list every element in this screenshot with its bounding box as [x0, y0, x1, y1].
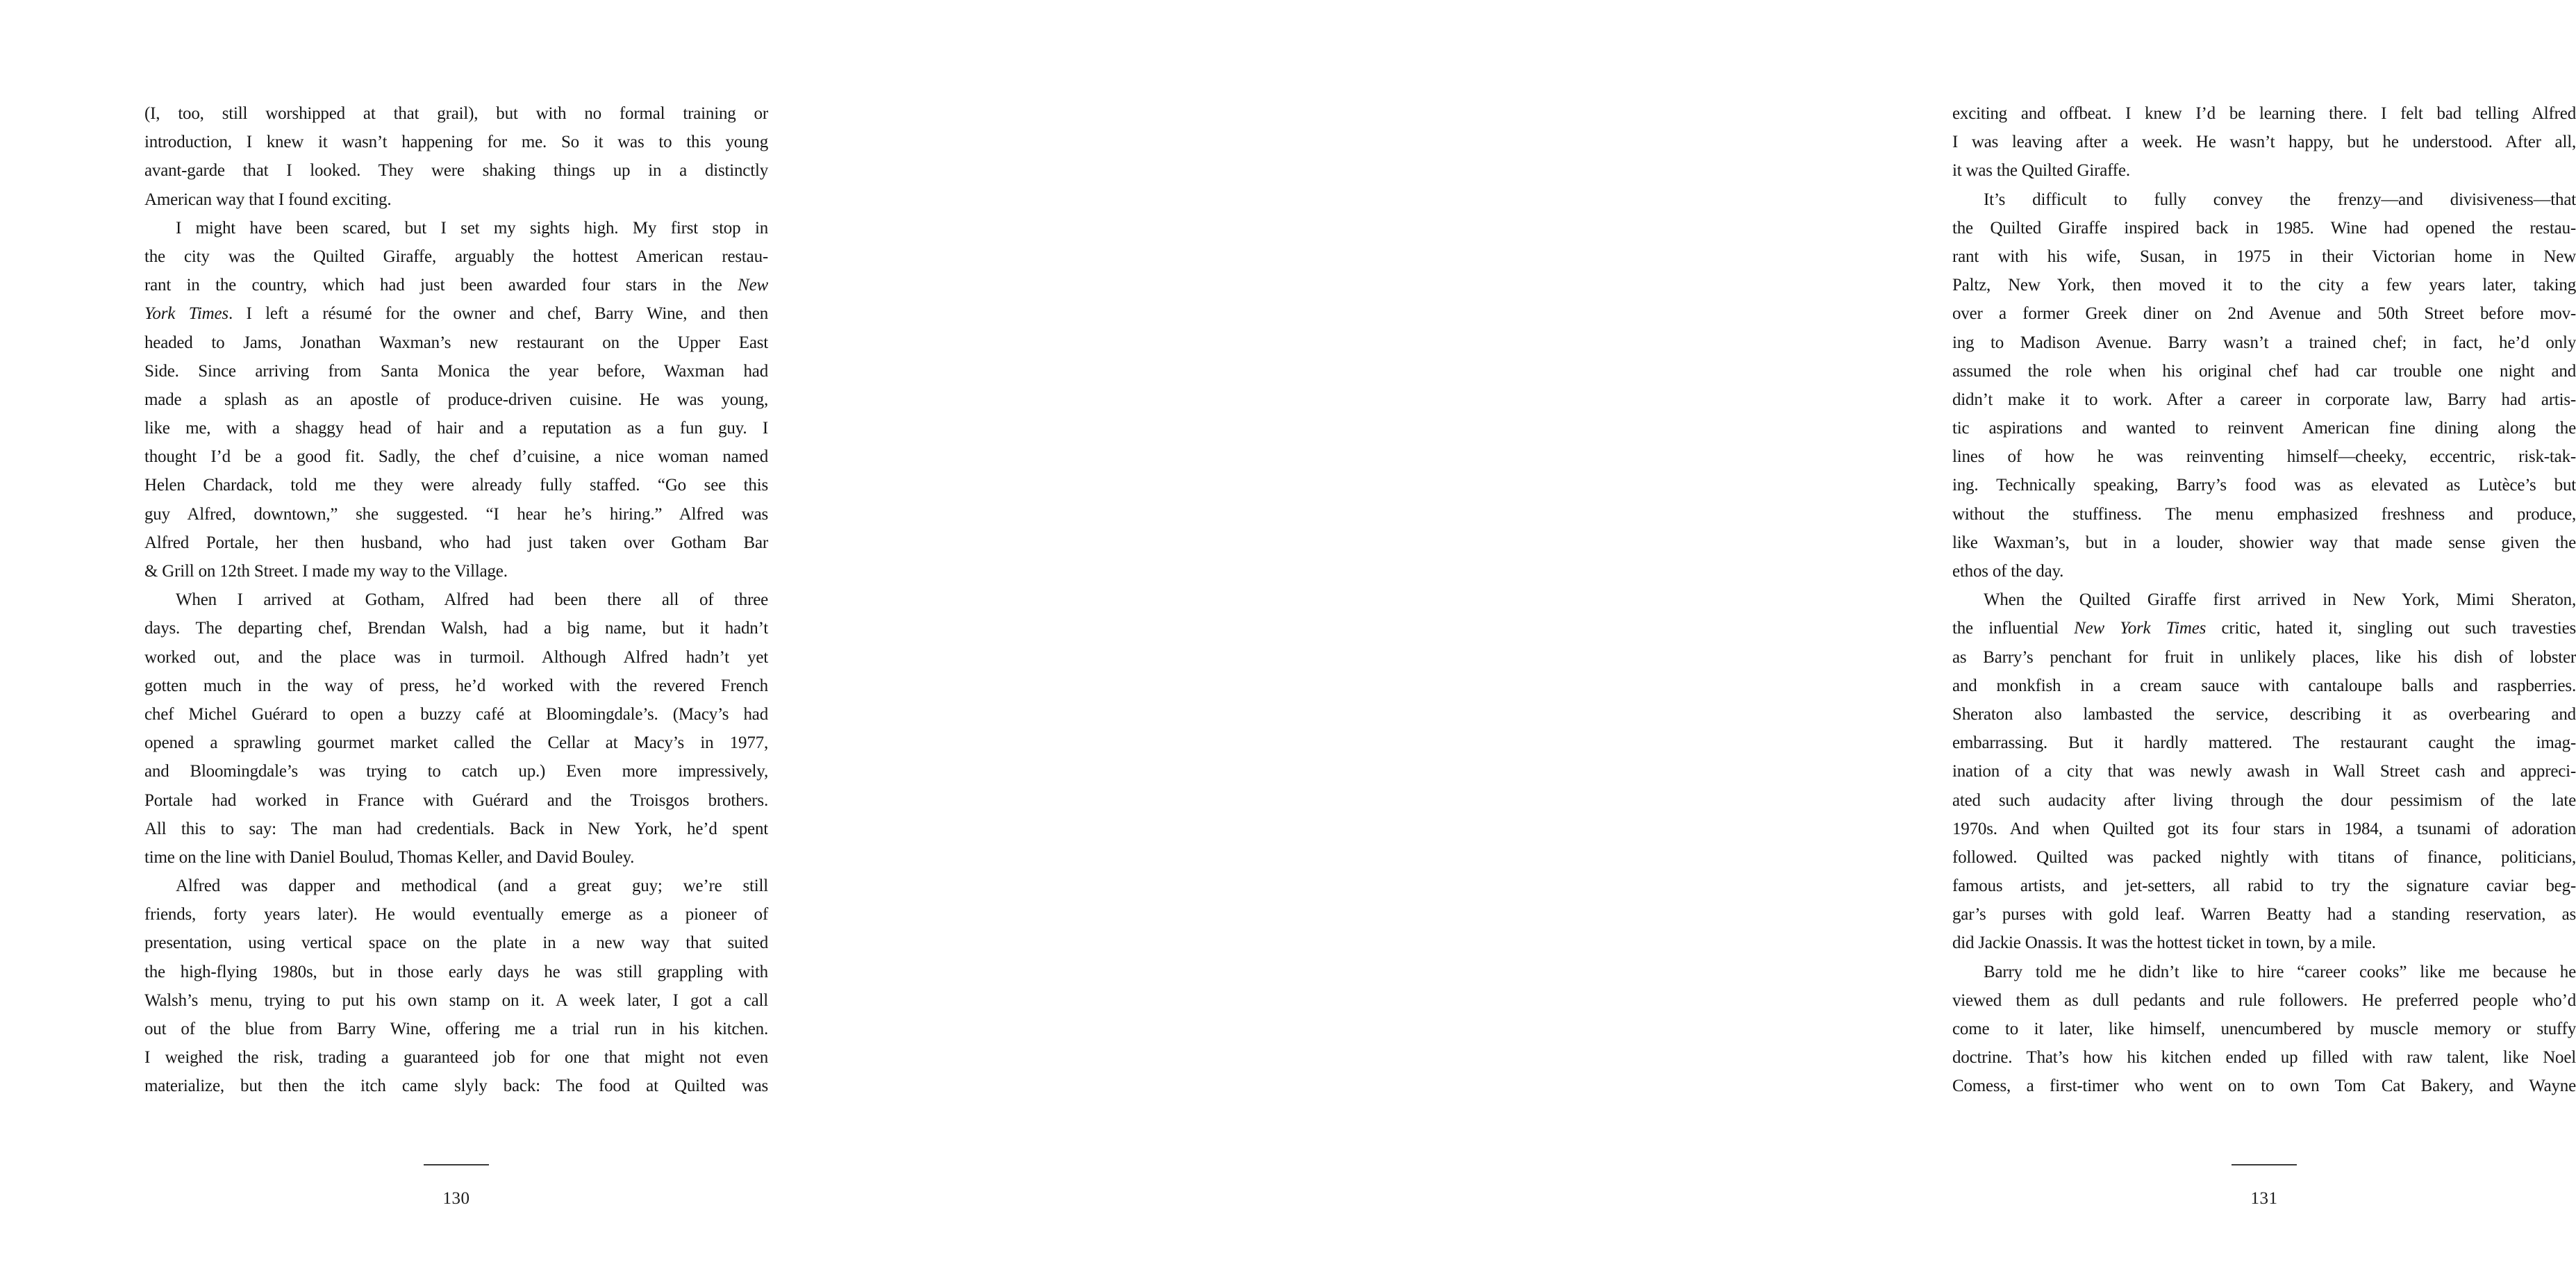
left-page-text: [144, 99, 768, 1101]
text-line: days. The departing chef, Brendan Walsh, had a big name, but it hadn’t: [144, 619, 768, 638]
text-line: embarrassing. But it hardly mattered. The restaurant caught the imag-: [1952, 733, 2576, 753]
text-line: like me, with a shaggy head of hair and a reputation as a fun guy. I: [144, 419, 768, 438]
footer-rule: [424, 1164, 489, 1165]
text-line: It’s difficult to fully convey the frenzy—and divisiveness—that: [1984, 190, 2576, 209]
text-line: All this to say: The man had credentials. Back in New York, he’d spent: [144, 819, 768, 838]
right-page-text: [1952, 99, 2576, 1101]
text-line: gotten much in the way of press, he’d worked with the revered French: [144, 676, 768, 695]
text-line: Portale had worked in France with Guérard and the Troisgos brothers.: [144, 790, 768, 810]
text-line: & Grill on 12th Street. I made my way to the Village.: [144, 562, 508, 581]
page-number: 131: [2250, 1189, 2278, 1208]
text-line: the high-flying 1980s, but in those early days he was still grappling with: [144, 962, 768, 981]
text-line: made a splash as an apostle of produce-driven cuisine. He was young,: [144, 390, 768, 409]
text-line: chef Michel Guérard to open a buzzy café at Bloomingdale’s. (Macy’s had: [144, 704, 768, 724]
left-page-footer: [144, 1164, 768, 1209]
text-line: the Quilted Giraffe inspired back in 1985. Wine had opened the restau-: [1952, 218, 2576, 238]
text-line: without the stuffiness. The menu emphasized freshness and produce,: [1952, 504, 2576, 524]
text-line: lines of how he was reinventing himself—cheeky, eccentric, risk-tak-: [1952, 447, 2576, 467]
text-line: Barry told me he didn’t like to hire “career cooks” like me because he: [1984, 962, 2576, 981]
text-line: as Barry’s penchant for fruit in unlikely places, like his dish of lobster: [1952, 647, 2576, 667]
text-line: it was the Quilted Giraffe.: [1952, 161, 2130, 181]
text-line: Walsh’s menu, trying to put his own stamp on it. A week later, I got a call: [144, 990, 768, 1010]
text-line: exciting and offbeat. I knew I’d be learning there. I felt bad telling Alfred: [1952, 104, 2576, 123]
text-line: guy Alfred, downtown,” she suggested. “I hear he’s hiring.” Alfred was: [144, 504, 768, 524]
page-number: 130: [442, 1189, 470, 1208]
text-line: friends, forty years later). He would eventually emerge as a pioneer of: [144, 905, 768, 924]
text-line: I might have been scared, but I set my sights high. My first stop in: [176, 218, 768, 238]
text-line: York Times. I left a résumé for the owner and chef, Barry Wine, and then: [144, 304, 768, 324]
text-line: Side. Since arriving from Santa Monica the year before, Waxman had: [144, 361, 768, 381]
text-line: followed. Quilted was packed nightly with titans of finance, politicians,: [1952, 847, 2576, 867]
text-line: materialize, but then the itch came slyly back: The food at Quilted was: [144, 1077, 768, 1096]
text-line: tic aspirations and wanted to reinvent American fine dining along the: [1952, 419, 2576, 438]
text-line: ing to Madison Avenue. Barry wasn’t a trained chef; in fact, he’d only: [1952, 333, 2576, 352]
text-line: over a former Greek diner on 2nd Avenue and 50th Street before mov-: [1952, 304, 2576, 324]
text-line: ing. Technically speaking, Barry’s food was as elevated as Lutèce’s but: [1952, 476, 2576, 495]
text-line: famous artists, and jet-setters, all rabid to try the signature caviar beg-: [1952, 877, 2576, 896]
text-line: Alfred Portale, her then husband, who had just taken over Gotham Bar: [144, 533, 768, 552]
text-line: presentation, using vertical space on the plate in a new way that suited: [144, 933, 768, 953]
text-line: ination of a city that was newly awash in Wall Street cash and appreci-: [1952, 762, 2576, 781]
text-line: come to it later, like himself, unencumbered by muscle memory or stuffy: [1952, 1020, 2576, 1038]
text-line: viewed them as dull pedants and rule followers. He preferred people who’d: [1952, 990, 2576, 1010]
text-line: Alfred was dapper and methodical (and a great guy; we’re still: [176, 877, 768, 896]
text-line: did Jackie Onassis. It was the hottest ticket in town, by a mile.: [1952, 933, 2376, 953]
text-line: American way that I found exciting.: [144, 190, 392, 209]
text-line: didn’t make it to work. After a career in corporate law, Barry had artis-: [1952, 390, 2576, 409]
text-line: thought I’d be a good fit. Sadly, the chef d’cuisine, a nice woman named: [144, 447, 768, 467]
text-line: like Waxman’s, but in a louder, showier way that made sense given the: [1952, 533, 2576, 552]
text-line: I weighed the risk, trading a guaranteed job for one that might not even: [144, 1048, 768, 1068]
right-page: [903, 0, 2576, 1278]
right-page-footer: [1952, 1164, 2576, 1209]
text-line: introduction, I knew it wasn’t happening for me. So it was to this young: [144, 133, 768, 152]
text-line: avant-garde that I looked. They were shaking things up in a distinctly: [144, 161, 768, 181]
text-line: gar’s purses with gold leaf. Warren Beatty had a standing reservation, as: [1952, 905, 2576, 924]
text-line: Helen Chardack, told me they were already fully staffed. “Go see this: [144, 476, 768, 495]
text-line: When the Quilted Giraffe first arrived in New York, Mimi Sheraton,: [1984, 590, 2576, 610]
text-line: 1970s. And when Quilted got its four stars in 1984, a tsunami of adoration: [1952, 819, 2576, 838]
text-line: time on the line with Daniel Boulud, Thomas Keller, and David Bouley.: [144, 847, 635, 867]
text-line: headed to Jams, Jonathan Waxman’s new restaurant on the Upper East: [144, 333, 768, 352]
text-line: Sheraton also lambasted the service, describing it as overbearing and: [1952, 704, 2576, 724]
text-line: the influential New York Times critic, hated it, singling out such travesties: [1952, 619, 2576, 638]
text-line: worked out, and the place was in turmoil. Although Alfred hadn’t yet: [144, 647, 768, 667]
text-line: Comess, a first-timer who went on to own Tom Cat Bakery, and Wayne: [1952, 1077, 2576, 1096]
text-line: When I arrived at Gotham, Alfred had been there all of three: [176, 590, 768, 610]
text-line: and Bloomingdale’s was trying to catch up.) Even more impressively,: [144, 762, 768, 781]
left-page: [0, 0, 903, 1278]
text-line: rant in the country, which had just been awarded four stars in the New: [144, 276, 768, 295]
text-line: Paltz, New York, then moved it to the city a few years later, taking: [1952, 276, 2576, 295]
text-line: doctrine. That’s how his kitchen ended up filled with raw talent, like Noel: [1952, 1048, 2576, 1068]
text-line: (I, too, still worshipped at that grail), but with no formal training or: [144, 104, 768, 123]
footer-rule: [2232, 1164, 2297, 1165]
text-line: rant with his wife, Susan, in 1975 in their Victorian home in New: [1952, 247, 2576, 266]
text-line: the city was the Quilted Giraffe, arguably the hottest American restau-: [144, 247, 768, 266]
text-line: assumed the role when his original chef had car trouble one night and: [1952, 361, 2576, 381]
text-line: opened a sprawling gourmet market called the Cellar at Macy’s in 1977,: [144, 733, 768, 753]
text-line: and monkfish in a cream sauce with cantaloupe balls and raspberries.: [1952, 676, 2576, 695]
text-line: out of the blue from Barry Wine, offering me a trial run in his kitchen.: [144, 1020, 768, 1038]
text-line: ated such audacity after living through the dour pessimism of the late: [1952, 790, 2576, 810]
text-line: I was leaving after a week. He wasn’t happy, but he understood. After all,: [1952, 133, 2576, 152]
text-line: ethos of the day.: [1952, 562, 2064, 581]
